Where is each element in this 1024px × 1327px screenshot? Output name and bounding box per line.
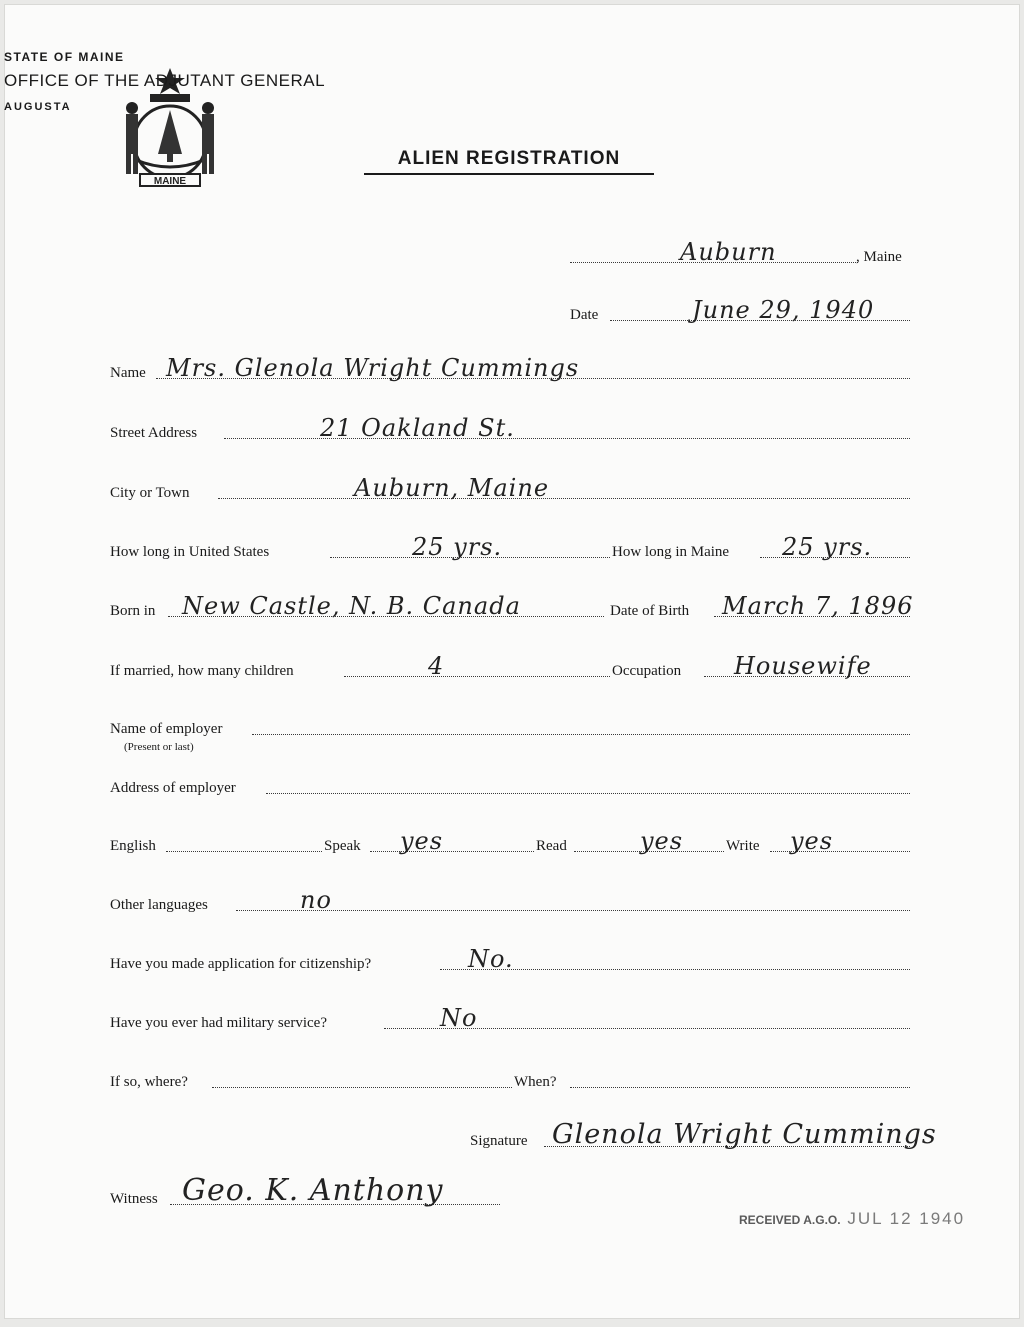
military-value: No: [440, 1004, 478, 1032]
citizenship-value: No.: [468, 945, 514, 973]
city-label: City or Town: [110, 485, 190, 501]
born-in-value: New Castle, N. B. Canada: [182, 592, 521, 620]
occupation-label: Occupation: [612, 663, 682, 679]
employer-address-label: Address of employer: [110, 780, 236, 796]
how-long-maine-value: 25 yrs.: [782, 533, 873, 561]
row-city: [4, 474, 1020, 506]
header-office: OFFICE OF THE ADJUTANT GENERAL: [4, 71, 326, 90]
employer-label: Name of employer: [110, 721, 223, 737]
street-label: Street Address: [110, 425, 198, 441]
write-label: Write: [726, 838, 760, 854]
row-children: [4, 652, 1020, 684]
street-value: 21 Oakland St.: [320, 414, 515, 442]
row-date: [4, 296, 1020, 328]
row-employer-address: [4, 775, 1020, 801]
place-value: Auburn: [680, 238, 777, 266]
row-where-when: [4, 1069, 1020, 1095]
stamp-date: JUL 12 1940: [847, 1209, 966, 1228]
row-witness: [4, 1173, 1020, 1212]
when-label: When?: [514, 1074, 557, 1090]
read-value: yes: [640, 827, 684, 855]
svg-text:MAINE: MAINE: [153, 176, 187, 187]
how-long-us-label: How long in United States: [110, 544, 270, 560]
other-languages-value: no: [300, 886, 332, 914]
speak-label: Speak: [324, 838, 361, 854]
where-label: If so, where?: [110, 1074, 188, 1090]
occupation-value: Housewife: [734, 652, 872, 680]
children-label: If married, how many children: [110, 663, 294, 679]
signature-value: Glenola Wright Cummings: [552, 1119, 937, 1150]
row-street: [4, 414, 1020, 446]
row-employer: [4, 716, 1020, 742]
born-in-label: Born in: [110, 603, 156, 619]
citizenship-label: Have you made application for citizenship?: [110, 956, 372, 972]
how-long-maine-label: How long in Maine: [612, 544, 730, 560]
english-label: English: [110, 838, 156, 854]
received-stamp: [739, 1209, 965, 1229]
row-signature: [4, 1120, 1020, 1154]
page-title: ALIEN REGISTRATION: [364, 148, 654, 175]
date-value: June 29, 1940: [692, 296, 875, 324]
row-other-languages: [4, 886, 1020, 918]
signature-label: Signature: [470, 1133, 528, 1149]
place-label: , Maine: [856, 249, 902, 265]
row-military: [4, 1004, 1020, 1036]
stamp-received-text: RECEIVED A.G.O.: [739, 1213, 841, 1227]
row-name: [4, 354, 1020, 386]
name-label: Name: [110, 365, 146, 381]
dob-value: March 7, 1896: [722, 592, 914, 620]
row-english: [4, 827, 1020, 859]
date-label: Date: [570, 307, 599, 323]
read-label: Read: [536, 838, 567, 854]
row-born: [4, 592, 1020, 624]
speak-value: yes: [400, 827, 444, 855]
witness-label: Witness: [110, 1191, 158, 1207]
document-page: [4, 4, 1020, 1319]
city-value: Auburn, Maine: [354, 474, 550, 502]
military-label: Have you ever had military service?: [110, 1015, 327, 1031]
witness-value: Geo. K. Anthony: [182, 1173, 444, 1208]
children-value: 4: [428, 652, 445, 680]
how-long-us-value: 25 yrs.: [412, 533, 503, 561]
row-how-long: [4, 533, 1020, 565]
header-state: STATE OF MAINE: [4, 50, 125, 64]
row-citizenship: [4, 945, 1020, 977]
other-languages-label: Other languages: [110, 897, 208, 913]
name-value: Mrs. Glenola Wright Cummings: [166, 354, 580, 382]
employer-sublabel: (Present or last): [124, 741, 194, 753]
header-city: AUGUSTA: [4, 101, 72, 113]
row-place: [4, 238, 1020, 270]
dob-label: Date of Birth: [610, 603, 690, 619]
write-value: yes: [790, 827, 834, 855]
